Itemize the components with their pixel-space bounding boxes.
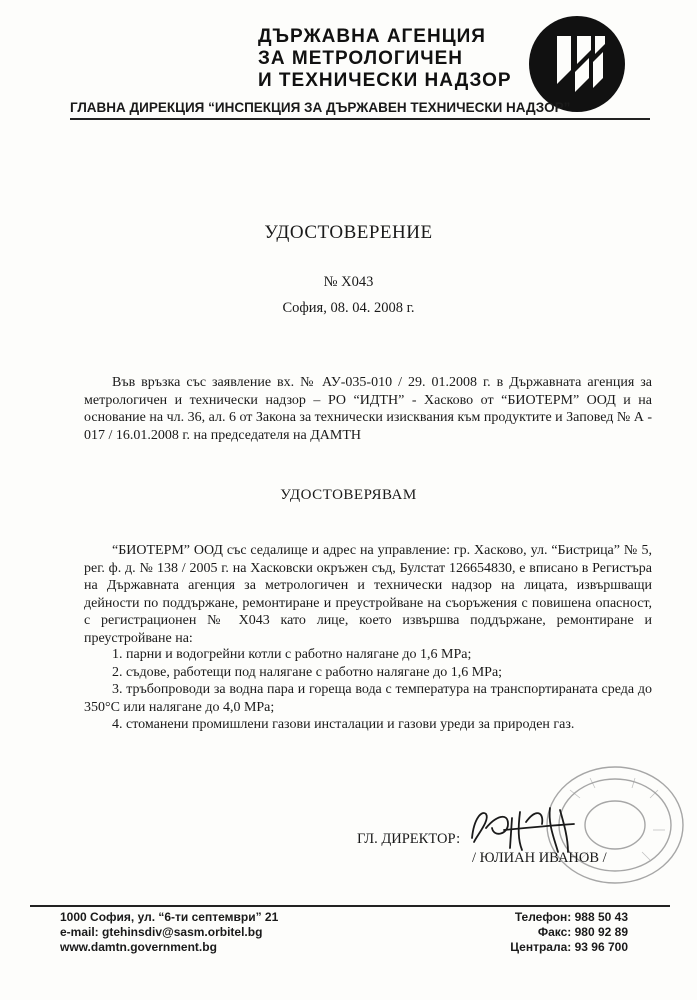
footer-divider bbox=[30, 905, 670, 907]
intro-paragraph: Във връзка със заявление вх. № АУ-035-010 / 29. 01.2008 г. в Държавната агенция за метрологичен и технически надзор – РО “ИДТН” - Хасково от “БИОТЕРМ” ООД и на основание на чл. 36, ал. 6 от Закона за технически изисквания към продуктите и Заповед № А - 017 / 16.01.2008 г. на председателя на ДАМТН bbox=[84, 375, 652, 443]
footer-central: Централа: 93 96 700 bbox=[510, 940, 628, 954]
footer-contacts-left bbox=[60, 910, 278, 955]
agency-name-line3: И ТЕХНИЧЕСКИ НАДЗОР bbox=[258, 70, 512, 91]
activities-list bbox=[84, 646, 652, 734]
document-number: № X043 bbox=[323, 274, 374, 290]
list-item: 4. стоманени промишлени газови инсталации и газови уреди за природен газ. bbox=[112, 717, 575, 732]
document-title: УДОСТОВЕРЕНИЕ bbox=[264, 222, 433, 243]
agency-name-line1: ДЪРЖАВНА АГЕНЦИЯ bbox=[258, 26, 486, 47]
body-paragraph: “БИОТЕРМ” ООД със седалище и адрес на управление: гр. Хасково, ул. “Бистрица” № 5, рег. ф. д. № 138 / 2005 г. на Хасковски окръжен съд, Булстат 126654830, е вписано в Регистъра на Държавната агенция за метрологичен и технически надзор на лицата, извършващи дейности по поддържане, ремонтиране и преустройване на съоръжения с повишена опасност, с регистрационен № X043 като лице, което извършва поддържане, ремонтиране и преустройване на: bbox=[84, 543, 652, 646]
signatory-label: ГЛ. ДИРЕКТОР: bbox=[357, 831, 461, 847]
list-item: 3. тръбопроводи за водна пара и гореща вода с температура на транспортираната среда до 350°С или налягане до 4,0 МРа; bbox=[84, 682, 652, 715]
directorate-heading: ГЛАВНА ДИРЕКЦИЯ “ИНСПЕКЦИЯ ЗА ДЪРЖАВЕН ТЕХНИЧЕСКИ НАДЗОР” bbox=[70, 100, 650, 120]
footer-email: e-mail: gtehinsdiv@sasm.orbitel.bg bbox=[60, 925, 263, 939]
certify-heading: УДОСТОВЕРЯВАМ bbox=[280, 487, 417, 503]
footer-address: 1000 София, ул. “6-ти септември” 21 bbox=[60, 910, 279, 924]
list-item: 2. съдове, работещи под налягане с работно налягане до 1,6 МРа; bbox=[112, 664, 503, 680]
agency-name-line2: ЗА МЕТРОЛОГИЧЕН bbox=[258, 48, 464, 69]
handwritten-signature bbox=[464, 798, 589, 858]
list-item: 1. парни и водогрейни котли с работно налягане до 1,6 МРа; bbox=[112, 647, 472, 662]
footer-phone: Телефон: 988 50 43 bbox=[514, 910, 628, 924]
footer-contacts-right bbox=[488, 910, 628, 955]
place-date: София, 08. 04. 2008 г. bbox=[282, 300, 415, 316]
agency-logo bbox=[527, 14, 627, 114]
agency-name bbox=[258, 26, 512, 92]
footer-fax: Факс: 980 92 89 bbox=[537, 925, 628, 939]
signatory-name: / ЮЛИАН ИВАНОВ / bbox=[472, 850, 607, 866]
footer-website: www.damtn.government.bg bbox=[60, 940, 217, 954]
